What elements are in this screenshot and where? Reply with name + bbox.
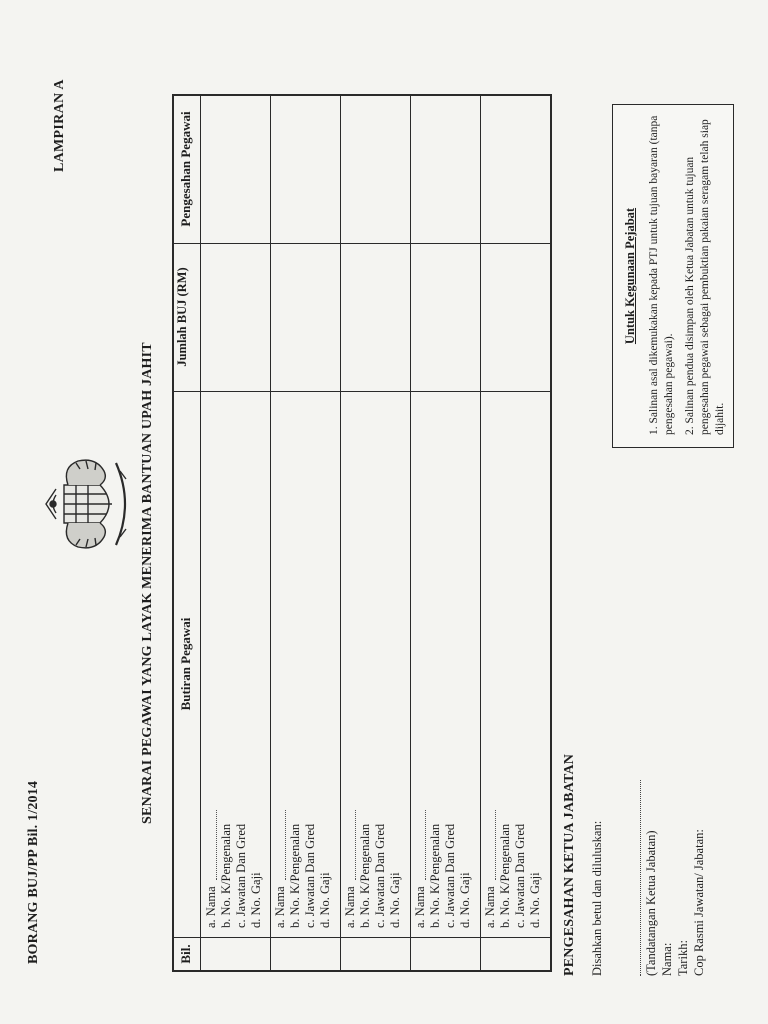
field-no-gaji: d. No. Gaji [388, 872, 402, 928]
field-no-gaji: d. No. Gaji [249, 872, 263, 928]
field-no-kp: b. No. K/Pengenalan [428, 823, 442, 928]
office-use-note-1: 1. Salinan asal dikemukakan kepada PTJ untuk tujuan bayaran (tanpa pengesahan pegawai). [648, 115, 675, 435]
field-nama: a. Nama [483, 886, 497, 928]
field-no-kp: b. No. K/Pengenalan [358, 823, 372, 928]
field-no-gaji: d. No. Gaji [458, 872, 472, 928]
signature-label: (Tandatangan Ketua Jabatan) [644, 830, 658, 976]
office-use-box [612, 104, 734, 448]
signature-line [640, 780, 641, 976]
table-row [483, 824, 543, 928]
appendix-label: LAMPIRAN A [52, 79, 67, 172]
field-no-kp: b. No. K/Pengenalan [288, 823, 302, 928]
officer-table [172, 94, 552, 972]
confirmation-subtitle: Disahkan betul dan diluluskan: [590, 820, 604, 976]
field-jawatan-gred: c. Jawatan Dan Gred [303, 823, 317, 928]
column-header-jumlah-buj: Jumlah BUJ (RM) [175, 267, 189, 367]
table-row [413, 824, 473, 928]
field-nama: a. Nama [343, 886, 357, 928]
field-jawatan-gred: c. Jawatan Dan Gred [513, 823, 527, 928]
field-nama: a. Nama [413, 886, 427, 928]
field-no-kp: b. No. K/Pengenalan [219, 823, 233, 928]
column-header-bil: Bil. [178, 944, 193, 964]
table-row [204, 824, 264, 928]
table-row [273, 824, 333, 928]
confirmation-title: PENGESAHAN KETUA JABATAN [562, 753, 577, 976]
field-nama: a. Nama [204, 886, 218, 928]
field-jawatan-gred: c. Jawatan Dan Gred [373, 823, 387, 928]
coat-of-arms-emblem [42, 449, 140, 559]
field-jawatan-gred: c. Jawatan Dan Gred [234, 823, 248, 928]
form-reference: BORANG BUJ/PP Bil. 1/2014 [26, 780, 41, 964]
column-header-pengesahan: Pengesahan Pegawai [178, 111, 193, 227]
office-use-title: Untuk Kegunaan Pejabat [623, 207, 637, 345]
name-label: Nama: [660, 942, 674, 976]
document-title: SENARAI PEGAWAI YANG LAYAK MENERIMA BANTUAN UPAH JAHIT [140, 342, 155, 824]
field-nama: a. Nama [273, 886, 287, 928]
table-row [343, 824, 403, 928]
office-use-note-2: 2. Salinan pendua disimpan oleh Ketua Jabatan untuk tujuan pengesahan pegawai sebagai pembuktian pakaian seragam telah siap dijahit. [684, 119, 726, 435]
field-jawatan-gred: c. Jawatan Dan Gred [443, 823, 457, 928]
field-no-gaji: d. No. Gaji [528, 872, 542, 928]
stamp-label: Cop Rasmi Jawatan/ Jabatan: [692, 829, 706, 976]
date-label: Tarikh: [676, 940, 690, 976]
column-header-butiran: Butiran Pegawai [178, 617, 193, 711]
field-no-kp: b. No. K/Pengenalan [498, 823, 512, 928]
field-no-gaji: d. No. Gaji [318, 872, 332, 928]
